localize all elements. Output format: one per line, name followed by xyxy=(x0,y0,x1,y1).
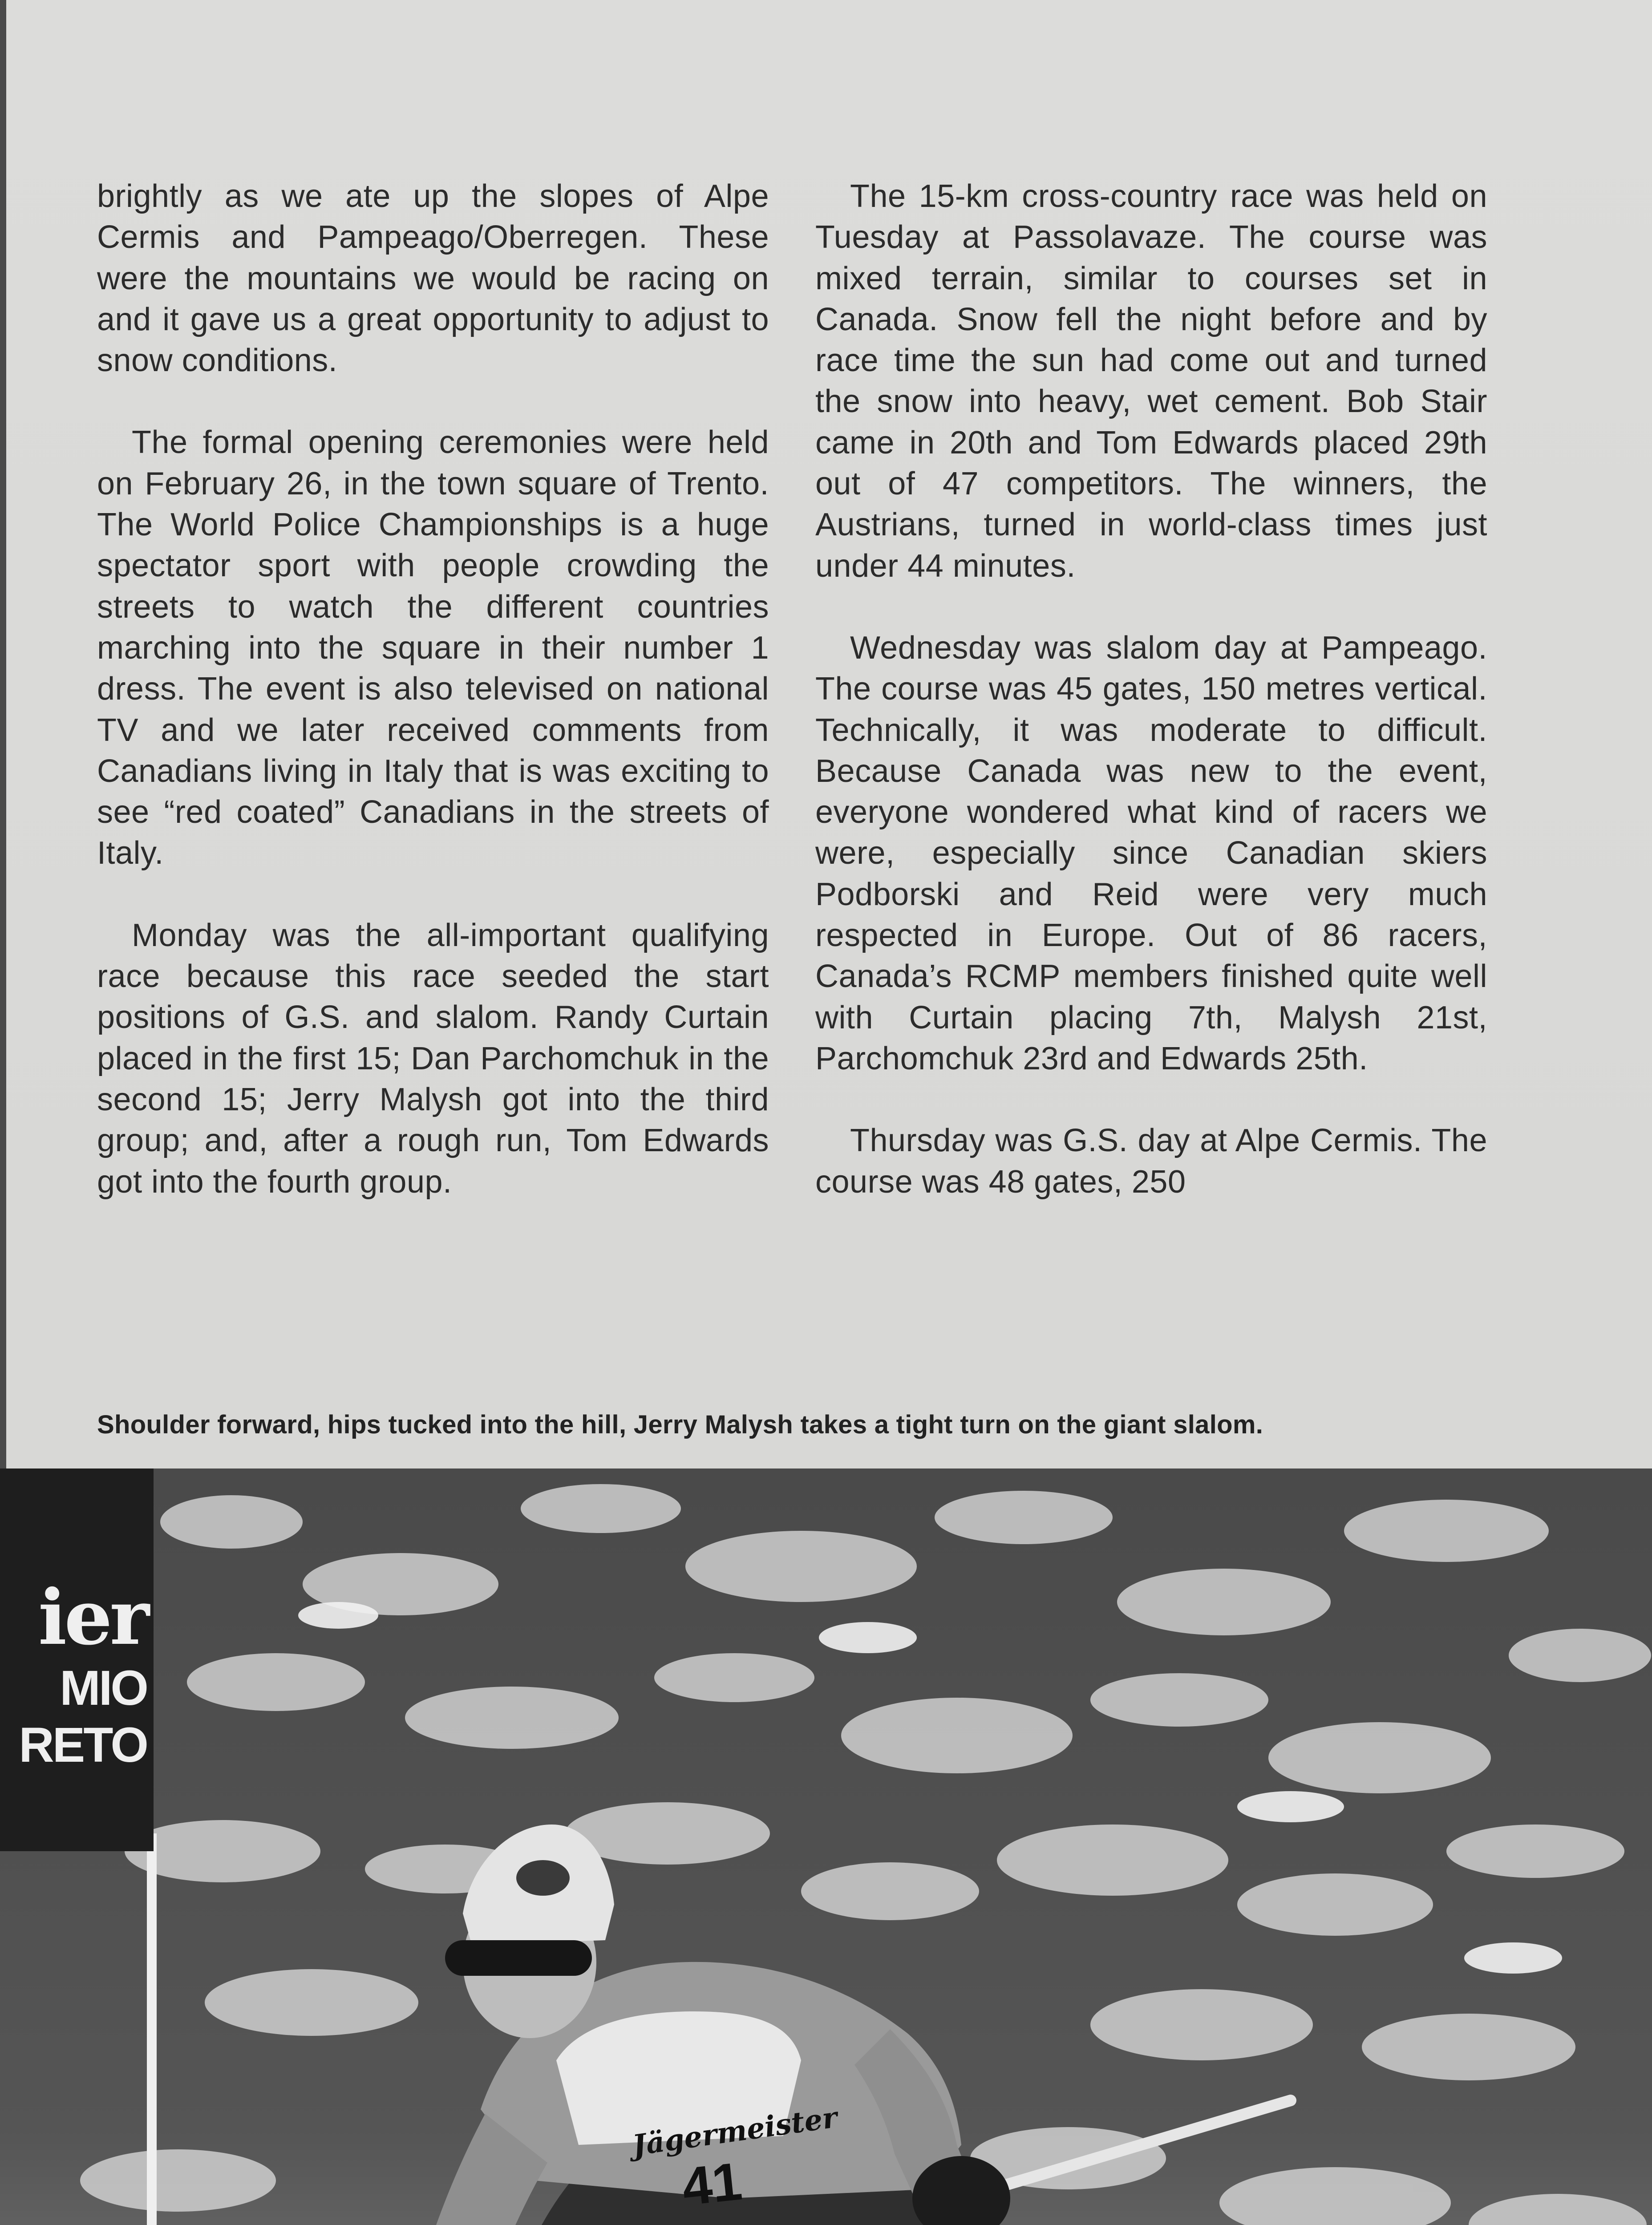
photo-caption: Shoulder forward, hips tucked into the hill, Jerry Malysh takes a tight turn on the giant slalom. xyxy=(97,1410,1263,1439)
paragraph: brightly as we ate up the slopes of Alpe Cermis and Pampeago/Oberregen. These were the mountains we would be racing on and it gave us a great opportunity to adjust to snow conditions. xyxy=(97,178,769,379)
paragraph: Monday was the all-important qualifying race because this race seeded the start positions of G.S. and slalom. Randy Curtain placed in the first 15; Dan Parchomchuk in the second 15; Jerry Malysh got into the third group; and, after a rough run, Tom Edwards got into the fourth group. xyxy=(97,917,769,1200)
article-right-column xyxy=(815,176,1487,1243)
bib-sponsor: Jägermeister xyxy=(630,2100,840,2163)
paragraph: Thursday was G.S. day at Alpe Cermis. The course was 48 gates, 250 xyxy=(815,1123,1487,1200)
sponsor-banner-text xyxy=(0,1575,147,1774)
paragraph: Wednesday was slalom day at Pampeago. The course was 45 gates, 150 metres vertical. Technically, it was moderate to difficult. Because Canada was new to the event, everyone wondered what kind of racers we were, especially since Canadian skiers Podborski and Reid were very much respected in Europe. Out of 86 racers, Canada’s RCMP members finished quite well with Curtain placing 7th, Malysh 21st, Parchomchuk 23rd and Edwards 25th. xyxy=(815,630,1487,1076)
article-left-column xyxy=(97,176,769,1243)
race-bib xyxy=(630,2100,840,2217)
banner-line: MIO xyxy=(60,1661,147,1715)
banner-line: ier xyxy=(38,1573,147,1662)
bib-number: 41 xyxy=(679,2151,745,2217)
banner-line: RETO xyxy=(19,1718,147,1772)
paragraph: The formal opening ceremonies were held on February 26, in the town square of Trento. The World Police Championships is a huge spectator sport with people crowding the streets to watch the different countries marching into the square in their number 1 dress. The event is also televised on national TV and we later received comments from Canadians living in Italy that is was exciting to see “red coated” Canadians in the streets of Italy. xyxy=(97,425,769,871)
paragraph: The 15-km cross-country race was held on Tuesday at Passolavaze. The course was mixed terrain, similar to courses set in Canada. Snow fell the night before and by race time the sun had come out and turned the snow into heavy, wet cement. Bob Stair came in 20th and Tom Edwards placed 29th out of 47 competitors. The winners, the Austrians, turned in world-class times just under 44 minutes. xyxy=(815,178,1487,584)
